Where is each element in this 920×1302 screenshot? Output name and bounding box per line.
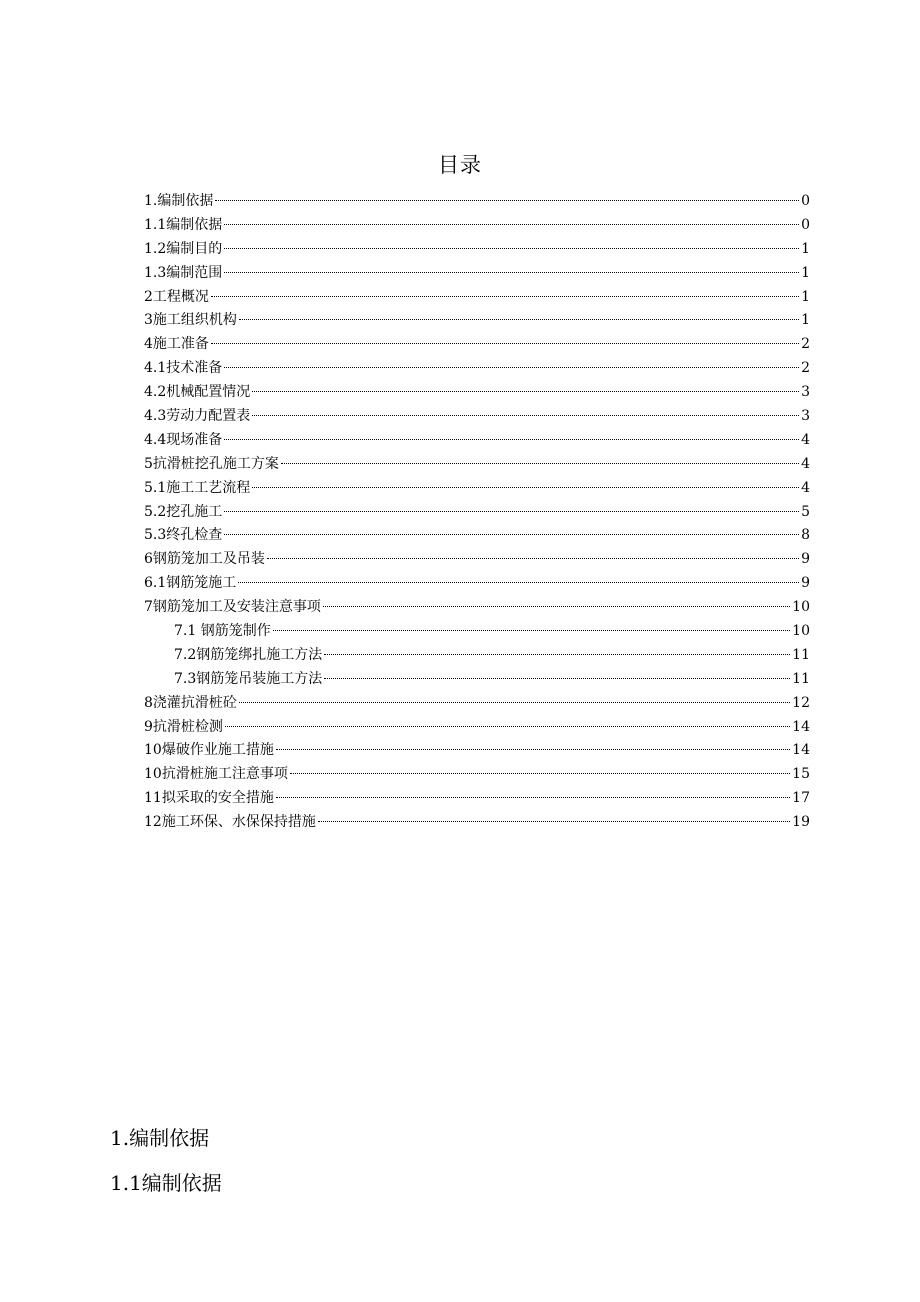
toc-entry-label: 10爆破作业施工措施 xyxy=(144,742,274,759)
toc-entry-page-number: 11 xyxy=(792,670,810,687)
toc-entry-page-number: 5 xyxy=(801,503,810,520)
toc-entry[interactable] xyxy=(144,644,810,668)
toc-entry[interactable] xyxy=(144,190,810,214)
toc-entry-page-number: 1 xyxy=(801,240,810,257)
toc-entry-page-number: 9 xyxy=(801,551,810,568)
section-heading-1: 1.编制依据 xyxy=(110,1126,210,1150)
toc-entry-page-number: 4 xyxy=(801,479,810,496)
toc-dot-leader xyxy=(239,319,799,320)
toc-dot-leader xyxy=(224,248,799,249)
toc-entry-label: 1.1编制依据 xyxy=(144,216,223,233)
toc-dot-leader xyxy=(224,534,799,535)
toc-entry[interactable] xyxy=(144,381,810,405)
toc-title: 目录 xyxy=(438,153,482,177)
toc-entry-page-number: 1 xyxy=(801,264,810,281)
toc-dot-leader xyxy=(276,797,790,798)
toc-entry[interactable] xyxy=(144,524,810,548)
toc-dot-leader xyxy=(224,511,799,512)
toc-entry-label: 5.2挖孔施工 xyxy=(144,503,223,520)
toc-dot-leader xyxy=(252,415,799,416)
toc-entry-label: 6.1钢筋笼施工 xyxy=(144,575,237,592)
toc-dot-leader xyxy=(224,367,799,368)
toc-dot-leader xyxy=(224,224,799,225)
toc-entry-page-number: 3 xyxy=(801,408,810,425)
toc-entry-label: 6钢筋笼加工及吊装 xyxy=(144,551,265,568)
toc-dot-leader xyxy=(224,439,799,440)
toc-entry[interactable] xyxy=(144,453,810,477)
toc-entry[interactable] xyxy=(144,262,810,286)
toc-entry[interactable] xyxy=(144,620,810,644)
toc-entry-label: 7钢筋笼加工及安装注意事项 xyxy=(144,599,321,616)
table-of-contents xyxy=(144,190,810,835)
toc-dot-leader xyxy=(273,630,790,631)
toc-dot-leader xyxy=(267,558,799,559)
toc-entry[interactable] xyxy=(144,596,810,620)
toc-entry[interactable] xyxy=(144,716,810,740)
toc-entry-page-number: 0 xyxy=(801,193,810,209)
toc-entry-page-number: 2 xyxy=(801,360,810,377)
toc-dot-leader xyxy=(323,606,790,607)
toc-entry-page-number: 4 xyxy=(801,455,810,472)
toc-dot-leader xyxy=(239,702,790,703)
toc-dot-leader xyxy=(318,821,790,822)
toc-dot-leader xyxy=(252,487,799,488)
toc-entry[interactable] xyxy=(144,548,810,572)
toc-entry-page-number: 3 xyxy=(801,384,810,401)
toc-entry-label: 10抗滑桩施工注意事项 xyxy=(144,766,288,783)
toc-entry-page-number: 14 xyxy=(792,742,810,759)
toc-entry[interactable] xyxy=(144,477,810,501)
toc-entry-page-number: 10 xyxy=(792,599,810,616)
toc-entry-label: 7.1 钢筋笼制作 xyxy=(174,623,271,640)
toc-entry-page-number: 19 xyxy=(792,814,810,831)
toc-entry-page-number: 14 xyxy=(792,718,810,735)
toc-entry[interactable] xyxy=(144,405,810,429)
toc-dot-leader xyxy=(224,272,799,273)
toc-entry-page-number: 12 xyxy=(792,694,810,711)
toc-entry-label: 1.编制依据 xyxy=(144,193,214,209)
toc-dot-leader xyxy=(215,200,799,201)
toc-entry-label: 3施工组织机构 xyxy=(144,312,237,329)
toc-dot-leader xyxy=(225,726,790,727)
toc-entry-page-number: 1 xyxy=(801,312,810,329)
toc-entry-label: 5抗滑桩挖孔施工方案 xyxy=(144,455,279,472)
toc-entry-label: 5.1施工工艺流程 xyxy=(144,479,251,496)
toc-entry[interactable] xyxy=(144,668,810,692)
toc-entry[interactable] xyxy=(144,501,810,525)
toc-entry[interactable] xyxy=(144,309,810,333)
toc-entry-label: 4.1技术准备 xyxy=(144,360,223,377)
toc-entry-label: 8浇灌抗滑桩砼 xyxy=(144,694,237,711)
toc-dot-leader xyxy=(276,749,790,750)
toc-dot-leader xyxy=(238,582,799,583)
toc-entry-page-number: 8 xyxy=(801,527,810,544)
toc-dot-leader xyxy=(252,391,799,392)
toc-entry-label: 12施工环保、水保保持措施 xyxy=(144,814,316,831)
toc-dot-leader xyxy=(211,343,799,344)
toc-entry[interactable] xyxy=(144,286,810,310)
toc-entry-page-number: 15 xyxy=(792,766,810,783)
toc-entry-label: 5.3终孔检查 xyxy=(144,527,223,544)
toc-entry-page-number: 10 xyxy=(792,623,810,640)
toc-entry[interactable] xyxy=(144,763,810,787)
toc-entry-label: 1.2编制目的 xyxy=(144,240,223,257)
toc-entry[interactable] xyxy=(144,238,810,262)
toc-entry[interactable] xyxy=(144,214,810,238)
toc-dot-leader xyxy=(324,654,790,655)
toc-entry-label: 7.2钢筋笼绑扎施工方法 xyxy=(174,646,323,663)
toc-dot-leader xyxy=(281,463,799,464)
toc-entry-label: 4.2机械配置情况 xyxy=(144,384,251,401)
toc-entry-label: 2工程概况 xyxy=(144,288,209,305)
section-heading-1-1: 1.1编制依据 xyxy=(110,1171,222,1195)
toc-entry[interactable] xyxy=(144,333,810,357)
toc-entry[interactable] xyxy=(144,811,810,835)
toc-entry-label: 9抗滑桩检测 xyxy=(144,718,223,735)
toc-entry-label: 7.3钢筋笼吊装施工方法 xyxy=(174,670,323,687)
toc-dot-leader xyxy=(324,678,790,679)
toc-entry[interactable] xyxy=(144,357,810,381)
toc-entry-label: 11拟采取的安全措施 xyxy=(144,790,274,807)
toc-entry-label: 4.4现场准备 xyxy=(144,431,223,448)
toc-entry[interactable] xyxy=(144,692,810,716)
toc-entry[interactable] xyxy=(144,787,810,811)
toc-entry-page-number: 1 xyxy=(801,288,810,305)
toc-entry-label: 1.3编制范围 xyxy=(144,264,223,281)
toc-entry-page-number: 17 xyxy=(792,790,810,807)
toc-entry-page-number: 11 xyxy=(792,646,810,663)
toc-entry[interactable] xyxy=(144,739,810,763)
toc-dot-leader xyxy=(211,296,799,297)
toc-entry-page-number: 9 xyxy=(801,575,810,592)
toc-entry-page-number: 2 xyxy=(801,336,810,353)
toc-entry[interactable] xyxy=(144,429,810,453)
toc-dot-leader xyxy=(290,773,790,774)
toc-entry-label: 4.3劳动力配置表 xyxy=(144,408,251,425)
toc-entry[interactable] xyxy=(144,572,810,596)
toc-entry-page-number: 4 xyxy=(801,431,810,448)
toc-entry-label: 4施工准备 xyxy=(144,336,209,353)
toc-entry-page-number: 0 xyxy=(801,216,810,233)
